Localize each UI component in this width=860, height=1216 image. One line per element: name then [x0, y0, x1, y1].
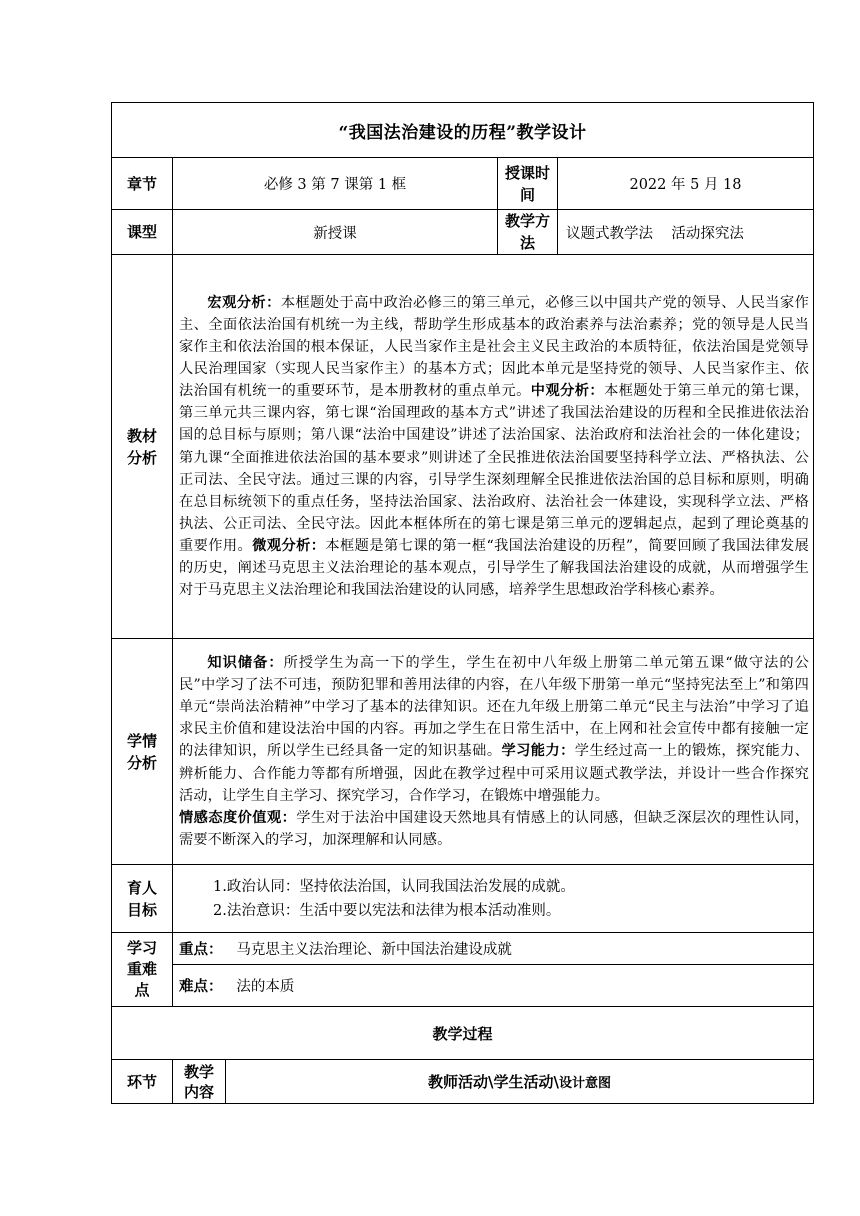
difficult-point-value: 法的本质 [236, 979, 295, 995]
knowledge-text: 所授学生为高一下的学生，学生在初中八年级上册第二单元第五课“做守法的公民”中学习了法不可违，预防犯罪和善用法律的内容，在八年级下册第一单元“坚持宪法至上”和第四单元“崇尚法治精神”中学习了基本的法律知识。还在九年级上册第二单元“民主与法治”中学习了追求民主价值和建设法治中国的内容。再加之学生在日常生活中，在上网和社会宣传中都有接触一定的法律知识，所以学生已经具备一定的知识基础。 [179, 655, 809, 760]
ability-heading: 学习能力： [501, 743, 575, 760]
key-difficult-label: 学习重难点 [112, 933, 173, 1007]
lesson-plan-document [111, 102, 813, 1104]
goal-item: 2.法治意识：生活中要以宪法和法律为根本活动准则。 [213, 902, 561, 919]
meso-text: 本框题处于第三单元的第七课，第三单元共三课内容，第七课“治国理政的基本方式”讲述了我国法治建设的历程和全民推进依法治国的总目标与原则；第八课“法治中国建设”讲述了法治国家、法治政府和法治社会的一体化建设；第九课“全面推进依法治国的基本要求”则讲述了全民推进依法治国要坚持科学立法、严格执法、公正司法、全民守法。通过三课的内容，引导学生深刻理解全民推进依法治国的总目标和原则，明确在总目标统领下的重点任务，坚持法治国家、法治政府、法治社会一体建设，实现科学立法、严格执法、公正司法、全民守法。因此本框体所在的第七课是第三单元的逻辑起点，起到了理论奠基的重要作用。 [179, 383, 809, 554]
macro-heading: 宏观分析： [207, 294, 281, 311]
meso-heading: 中观分析： [530, 383, 605, 400]
process-activity-header: 教师活动\学生活动\设计意图 [226, 1060, 814, 1104]
attitude-text: 学生对于法治中国建设天然地具有情感上的认同感，但缺乏深层次的理性认同，需要不断深入的学习，加深理解和认同感。 [179, 809, 809, 848]
macro-text: 本框题处于高中政治必修三的第三单元，必修三以中国共产党的领导、人民当家作主、全面依法治国有机统一为主线，帮助学生形成基本的政治素养与法治素养；党的领导是人民当家作主和依法治国的根本保证，人民当家作主是社会主义民主政治的本质特征，依法治国是党领导人民治理国家（实现人民当家作主）的基本方式；因此本单元是坚持党的领导、人民当家作主、依法治国有机统一的重要环节，是本册教材的重点单元。 [179, 294, 809, 400]
document-title: “我国法治建设的历程”教学设计 [112, 103, 814, 158]
process-header-table [111, 1059, 814, 1104]
lesson-type-value: 新授课 [173, 210, 498, 255]
difficult-point-label: 难点： [179, 979, 223, 995]
student-analysis-label: 学情分析 [112, 639, 173, 865]
knowledge-heading: 知识储备： [207, 655, 284, 672]
teaching-time-label: 授课时间 [498, 158, 558, 210]
lesson-plan-table [111, 102, 814, 1060]
teaching-method-value: 议题式教学法 活动探究法 [558, 210, 814, 255]
ability-text: 学生经过高一上的锻炼，探究能力、辨析能力、合作能力等都有所增强，因此在教学过程中可采用议题式教学法，并设计一些合作探究活动，让学生自主学习、探究学习，合作学习，在锻炼中增强能力。 [179, 743, 809, 804]
micro-text: 本框题是第七课的第一框“我国法治建设的历程”，简要回顾了我国法律发展的历史，阐述马克思主义法治理论的基本观点，引导学生了解我国法治建设的成就，从而增强学生对于马克思主义法治理论和我国法治建设的认同感，培养学生思想政治学科核心素养。 [179, 537, 809, 599]
goals-label: 育人目标 [112, 865, 173, 933]
difficult-point-row [173, 965, 814, 1007]
material-analysis-label: 教材分析 [112, 255, 173, 639]
key-point-label: 重点： [179, 942, 223, 958]
chapter-label: 章节 [112, 158, 173, 210]
process-content-header: 教学内容 [173, 1060, 226, 1104]
goals-content [173, 865, 814, 933]
process-stage-header: 环节 [112, 1060, 173, 1104]
student-analysis-content [173, 639, 814, 865]
goal-item: 1.政治认同：坚持依法治国，认同我国法治发展的成就。 [213, 878, 575, 895]
chapter-value: 必修 3 第 7 课第 1 框 [173, 158, 498, 210]
attitude-heading: 情感态度价值观： [179, 809, 297, 826]
key-point-value: 马克思主义法治理论、新中国法治建设成就 [236, 942, 512, 958]
micro-heading: 微观分析： [252, 537, 326, 554]
lesson-type-label: 课型 [112, 210, 173, 255]
key-point-row [173, 933, 814, 965]
teaching-process-title: 教学过程 [112, 1007, 814, 1060]
teaching-time-value: 2022 年 5 月 18 [558, 158, 814, 210]
teaching-method-label: 教学方法 [498, 210, 558, 255]
material-analysis-content [173, 255, 814, 639]
